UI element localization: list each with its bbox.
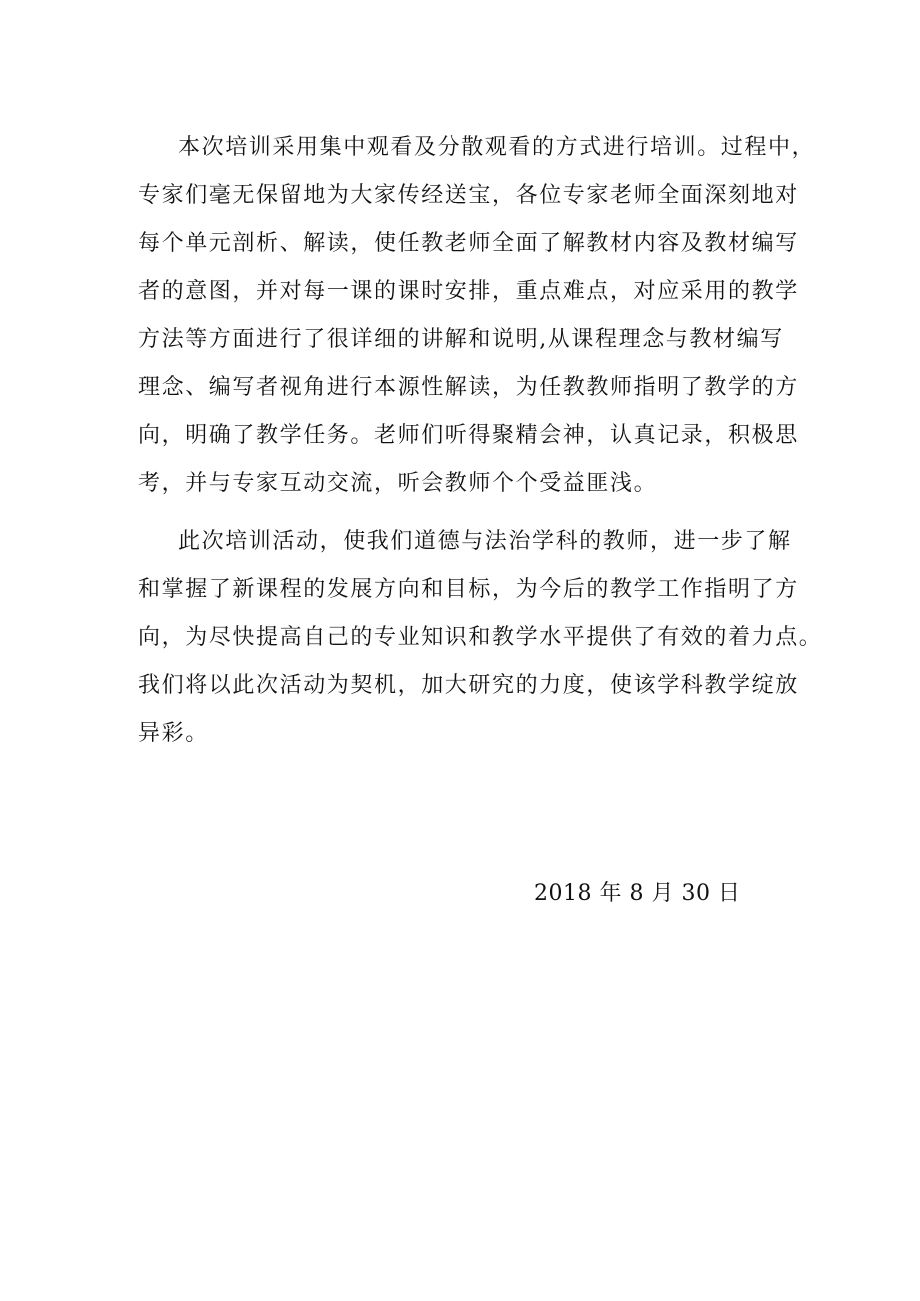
text-line: 专家们毫无保留地为大家传经送宝，各位专家老师全面深刻地对	[138, 183, 799, 208]
paragraph-spacer	[138, 508, 802, 518]
text-line: 考，并与专家互动交流，听会教师个个受益匪浅。	[138, 471, 658, 496]
paragraph-1	[138, 124, 816, 508]
text-line: 我们将以此次活动为契机，加大研究的力度，使该学科教学绽放	[138, 673, 799, 698]
text-line: 向，明确了教学任务。老师们听得聚精会神，认真记录，积极思	[138, 423, 799, 448]
document-body	[138, 124, 823, 758]
document-date: 2018 年 8 月 30 日	[534, 881, 741, 906]
text-line: 者的意图，并对每一课的课时安排，重点难点，对应采用的教学	[138, 279, 799, 304]
text-line: 本次培训采用集中观看及分散观看的方式进行培训。过程中，	[178, 135, 816, 160]
text-line: 此次培训活动，使我们道德与法治学科的教师，进一步了解	[178, 529, 792, 554]
text-line: 向，为尽快提高自己的专业知识和教学水平提供了有效的着力点。	[138, 625, 823, 650]
text-line: 和掌握了新课程的发展方向和目标，为今后的教学工作指明了方	[138, 577, 799, 602]
paragraph-2	[138, 518, 823, 758]
text-line: 异彩。	[138, 721, 209, 746]
text-line: 理念、编写者视角进行本源性解读，为任教教师指明了教学的方	[138, 375, 799, 400]
text-line: 每个单元剖析、解读，使任教老师全面了解教材内容及教材编写	[138, 231, 799, 256]
text-line: 方法等方面进行了很详细的讲解和说明,从课程理念与教材编写	[138, 327, 784, 352]
